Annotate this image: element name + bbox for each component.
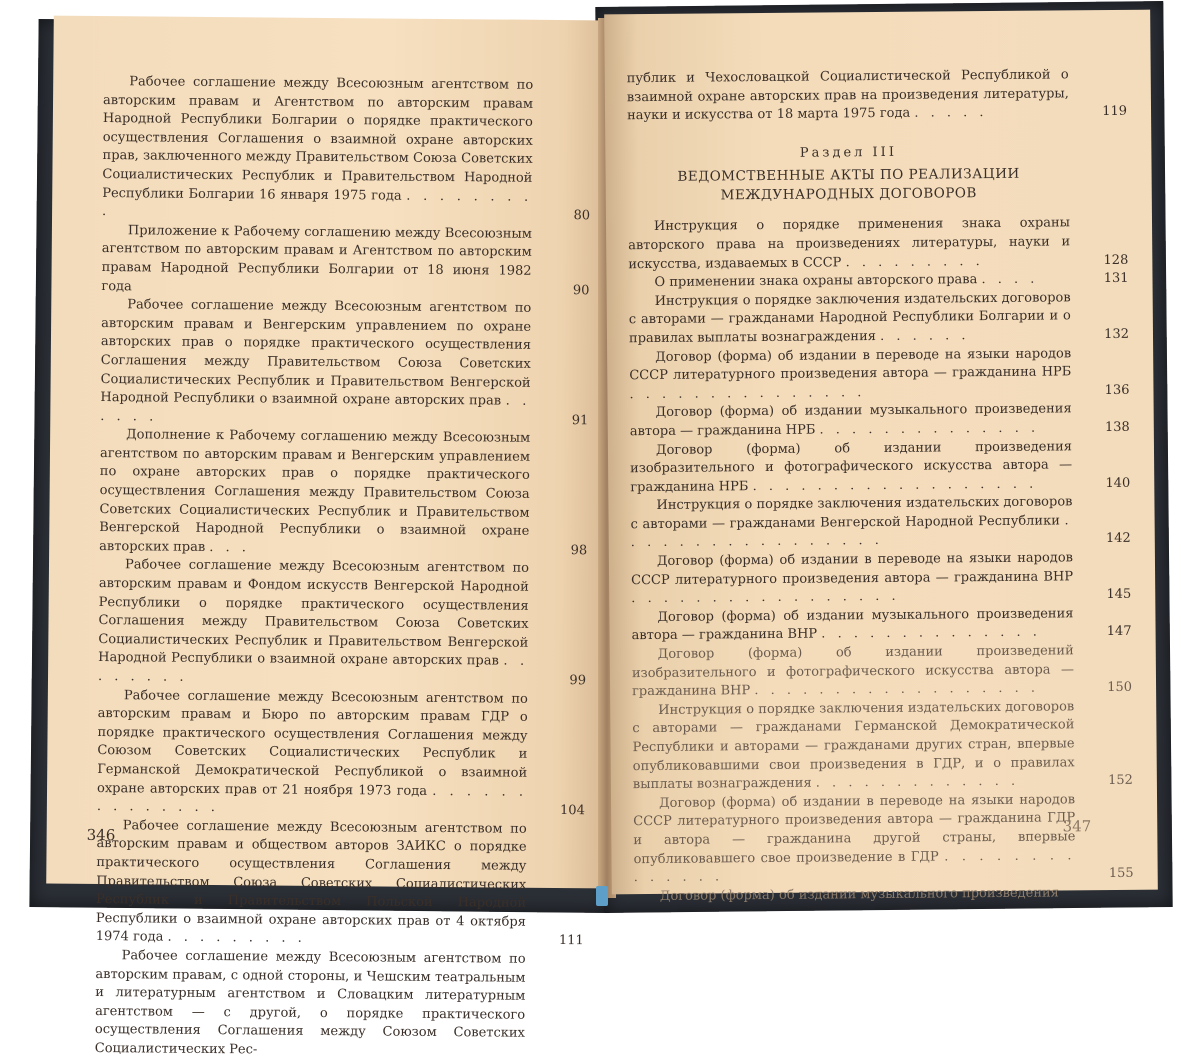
toc-page-number: 111 xyxy=(558,933,584,949)
toc-page-number: 147 xyxy=(1106,624,1132,640)
toc-entry: Рабочее соглашение между Всесоюзным агентством по авторским правам и обществом авторов ЗАИКС о порядке практического осуществления Соглашения между Правительством Союза Советских Социалистических Республик и Правительством Польской Народной Республики о взаимной охране авторских прав от 4 октября 1974 года . . . . . . . . . 111 xyxy=(96,817,527,951)
toc-entry-text: Приложение к Рабочему соглашению между Всесоюзным агентством по авторским правам и Агентством по авторским правам Народной Республики Болгарии от 18 июня 1982 года xyxy=(101,223,532,294)
toc-page-number: 99 xyxy=(569,673,587,689)
toc-entry xyxy=(95,947,526,1062)
toc-entry: Инструкция о порядке заключения издательских договоров с авторами — гражданами Венгерской Народной Республики . . . . . . . . . . . . . . . . . 142 xyxy=(630,494,1131,551)
toc-entry-text: Договор (форма) об издании в переводе на языки народов СССР литературного произведения автора — гражданина ГДР и автора — гражданина другой страны, впервые опубликовавшего свое произведение в ГДР xyxy=(633,792,1076,867)
toc-entry-text: Рабочее соглашение между Всесоюзным агентством по авторским правам и Бюро по авторским правам ГДР о порядке практического осуществления Соглашения между Союзом Советских Социалистических Республик и Германской Демократической Республикой о взаимной охране авторских прав от 21 ноября 1973 года xyxy=(96,687,528,799)
bookmark-ribbon xyxy=(596,886,608,906)
toc-entry: Договор (форма) об издании в переводе на языки народов СССР литературного произведения автора — гражданина НРБ . . . . . . . . . . . . . . . 136 xyxy=(629,345,1130,402)
page-number-right: 347 xyxy=(1062,817,1092,836)
toc-entry-text: Договор (форма) об издании произведений изобразительного и фотографического искусства автора — гражданина ВНР xyxy=(631,643,1074,700)
toc-page-number: 131 xyxy=(1103,270,1129,287)
left-page xyxy=(46,16,609,1058)
toc-page-number: 152 xyxy=(1107,773,1133,789)
toc-entry: Договор (форма) об издании музыкального произведения автора — гражданина НРБ . . . . . . . . . . . . . . 138 xyxy=(629,401,1130,440)
toc-entry-text: публик и Чехословацкой Социалистической Республикой о взаимной охране авторских прав на произведения литературы, науки и искусства от 18 марта 1975 года xyxy=(626,67,1069,124)
toc-entry-text: Рабочее соглашение между Всесоюзным агентством по авторским правам и Фондом искусств Венгерской Народной Республики о порядке практического осуществления Соглашения между Правительством Союза Советских Социалистических Республик и Правительством Венгерской Народной Республики о взаимной охране авторских прав xyxy=(98,557,530,669)
toc-entry: Договор (форма) об издании произведений изобразительного и фотографического искусства автора — гражданина ВНР . . . . . . . . . . . . . . . . . . 150 xyxy=(631,643,1133,700)
toc-entry-text: Договор (форма) об издании в переводе на языки народов СССР литературного произведения автора — гражданина ВНР xyxy=(631,550,1074,588)
toc-entry: Договор (форма) об издании в переводе на языки народов СССР литературного произведения автора — гражданина ВНР . . . . . . . . . . . . . . . . . 145 xyxy=(631,550,1132,607)
toc-entry: Рабочее соглашение между Всесоюзным агентством по авторским правам и Фондом искусств Венгерской Народной Республики о порядке практического осуществления Соглашения между Правительством Союза Советских Социалистических Республик и Правительством Венгерской Народной Республики о взаимной охране авторских прав . . . . . . . . 99 xyxy=(98,556,529,690)
toc-entry-text: Инструкция о порядке заключения издательских договоров с авторами — гражданами Германской Демократической Республики и авторами — гражданами других стран, впервые опубликовавшими свои произведения в ГДР, и о правилах выплаты вознаграждения xyxy=(632,699,1075,793)
toc-entry-text: Инструкция о порядке заключения издательских договоров с авторами — гражданами Венгерской Народной Республики xyxy=(630,494,1073,533)
toc-entry-text: Рабочее соглашение между Всесоюзным агентством по авторским правам и Агентством по авторским правам Народной Республики Болгарии о порядке практического осуществления Соглашения о взаимной охране авторских прав, заключенного между Правительством Союза Советских Социалистических Республик и Правительством Народной Республики Болгарии 16 января 1975 года xyxy=(102,74,534,204)
toc-entry xyxy=(101,222,590,300)
right-page xyxy=(604,10,1158,904)
toc-entry: Инструкция о порядке заключения издательских договоров с авторами — гражданами Народной Республики Болгарии и о правилах выплаты вознаграждения . . . . . . 132 xyxy=(628,290,1130,347)
section-title-line: МЕЖДУНАРОДНЫХ ДОГОВОРОВ xyxy=(720,185,977,204)
toc-page-number: 128 xyxy=(1103,252,1129,268)
toc-entry-text: Инструкция о порядке заключения издательских договоров с авторами — гражданами Народной Республики Болгарии и о правилах выплаты вознаграждения xyxy=(628,290,1071,347)
toc-page-number: 98 xyxy=(570,542,588,559)
toc-page-number: 145 xyxy=(1106,587,1132,603)
toc-entry-text: Договор (форма) об издании в переводе на языки народов СССР литературного произведения автора — гражданина НРБ xyxy=(629,345,1072,384)
toc-entry-text: Договор (форма) об издании музыкального произведения xyxy=(659,885,1059,904)
toc-page-number: 138 xyxy=(1104,419,1130,435)
toc-page-number: 132 xyxy=(1104,326,1130,342)
toc-entry: Договор (форма) об издании произведения изобразительного и фотографического искусства автора — гражданина НРБ . . . . . . . . . . . . . . . . . . 140 xyxy=(630,438,1131,495)
section-label: Раздел III xyxy=(799,144,897,161)
toc-entry: Договор (форма) об издании в переводе на языки народов СССР литературного произведения автора — гражданина ГДР и автора — гражданина другой страны, впервые опубликовавшего свое произведение в ГДР . . . . . . . . . . . . . . 155 xyxy=(633,792,1134,886)
toc-page-number: 140 xyxy=(1105,475,1131,491)
toc-entry: Рабочее соглашение между Всесоюзным агентством по авторским правам и Венгерским управлением по охране авторских прав о порядке практического осуществления Соглашения между Правительством Союза Советских Социалистических Республик и Правительством Венгерской Народной Республики о взаимной охране авторских прав . . . . . . 91 xyxy=(100,296,531,430)
toc-entry: Рабочее соглашение между Всесоюзным агентством по авторским правам и Агентством по авторским правам Народной Республики Болгарии о порядке практического осуществления Соглашения о взаимной охране авторских прав, заключенного между Правительством Союза Советских Социалистических Республик и Правительством Народной Республики Болгарии 16 января 1975 года . . . . . . . . . 80 xyxy=(102,73,533,225)
toc-entry: Инструкция о порядке заключения издательских договоров с авторами — гражданами Германской Демократической Республики и авторами — гражданами других стран, впервые опубликовавшими свои произведения в ГДР, и о правилах выплаты вознаграждения . . . . . . . . . . . . . 152 xyxy=(632,699,1133,793)
page-number-left: 346 xyxy=(86,825,116,845)
toc-entry-text: О применении знака охраны авторского права xyxy=(654,272,978,291)
toc-page-number: 155 xyxy=(1108,865,1134,882)
section-title xyxy=(628,165,1070,207)
toc-entry-text: Договор (форма) об издании произведения изобразительного и фотографического искусства автора — гражданина НРБ xyxy=(630,438,1073,495)
toc-entry xyxy=(634,884,1076,906)
toc-entry: Рабочее соглашение между Всесоюзным агентством по авторским правам и Бюро по авторским правам ГДР о порядке практического осуществления Соглашения между Союзом Советских Социалистических Республик и Германской Демократической Республикой о взаимной охране авторских прав от 21 ноября 1973 года . . . . . . . . . . . . . . 104 xyxy=(97,687,528,821)
toc-entry: О применении знака охраны авторского права . . . . 131 xyxy=(654,270,1129,291)
toc-page-number: 119 xyxy=(1102,104,1128,120)
toc-entry-text: Рабочее соглашение между Всесоюзным агентством по авторским правам, с одной стороны, и Чешским театральным и литературным агентством и Словацким литературным агентством — с другой, о порядке практического осуществления Соглашения между Союзом Советских Социалистических Рес- xyxy=(94,948,526,1058)
toc-entry-text: Инструкция о порядке применения знака охраны авторского права на произведениях литературы, науки и искусства, издаваемых в СССР xyxy=(628,215,1071,272)
toc-entry-continuation: публик и Чехословацкой Социалистической Республикой о взаимной охране авторских прав на произведения литературы, науки и искусства от 18 марта 1975 года . . . . . 119 xyxy=(626,67,1128,124)
toc-entry: Договор (форма) об издании музыкального произведения автора — гражданина ВНР . . . . . . . . . . . . . . 147 xyxy=(631,606,1132,644)
toc-page-number: 80 xyxy=(573,208,591,224)
toc-entry-text: Дополнение к Рабочему соглашению между Всесоюзным агентством по авторским правам и Венгерским управлением по охране авторских прав о порядке практического осуществления Соглашения между Правительством Союза Советских Социалистических Республик и Правительством Венгерской Народной Республики о взаимной охране авторских прав xyxy=(99,427,531,555)
toc-page-number: 91 xyxy=(571,412,589,428)
toc-page-number: 104 xyxy=(559,803,585,819)
left-page-contents xyxy=(94,73,591,1062)
toc-entry-text: Договор (форма) об издании музыкального произведения автора — гражданина ВНР xyxy=(631,606,1074,644)
section-title-line: ВЕДОМСТВЕННЫЕ АКТЫ ПО РЕАЛИЗАЦИИ xyxy=(677,166,1020,186)
toc-entry-text: Договор (форма) об издании музыкального произведения автора — гражданина НРБ xyxy=(629,401,1072,440)
toc-page-number: 90 xyxy=(572,282,590,298)
toc-entry-text: Рабочее соглашение между Всесоюзным агентством по авторским правам и Венгерским управлением по охране авторских прав о порядке практического осуществления Соглашения между Правительством Союза Советских Социалистических Республик и Правительством Венгерской Народной Республики о взаимной охране авторских прав xyxy=(100,297,532,409)
toc-page-number: 150 xyxy=(1107,680,1133,696)
toc-entry: Инструкция о порядке применения знака охраны авторского права на произведениях литературы, науки и искусства, издаваемых в СССР . . . . . . . . . 128 xyxy=(628,215,1129,272)
toc-page-number: 136 xyxy=(1104,382,1130,398)
toc-entry: Дополнение к Рабочему соглашению между Всесоюзным агентством по авторским правам и Венгерским управлением по охране авторских прав о порядке практического осуществления Соглашения между Правительством Союза Советских Социалистических Республик и Правительством Венгерской Народной Республики о взаимной охране авторских прав . . . 98 xyxy=(99,426,530,560)
toc-page-number: 142 xyxy=(1105,531,1131,547)
toc-entry-text: Рабочее соглашение между Всесоюзным агентством по авторским правам и обществом авторов ЗАИКС о порядке практического осуществления Соглашения между Правительством Союза Советских Социалистических Республик и Правительством Польской Народной Республики о взаимной охране авторских прав от 4 октября 1974 года xyxy=(95,817,527,945)
